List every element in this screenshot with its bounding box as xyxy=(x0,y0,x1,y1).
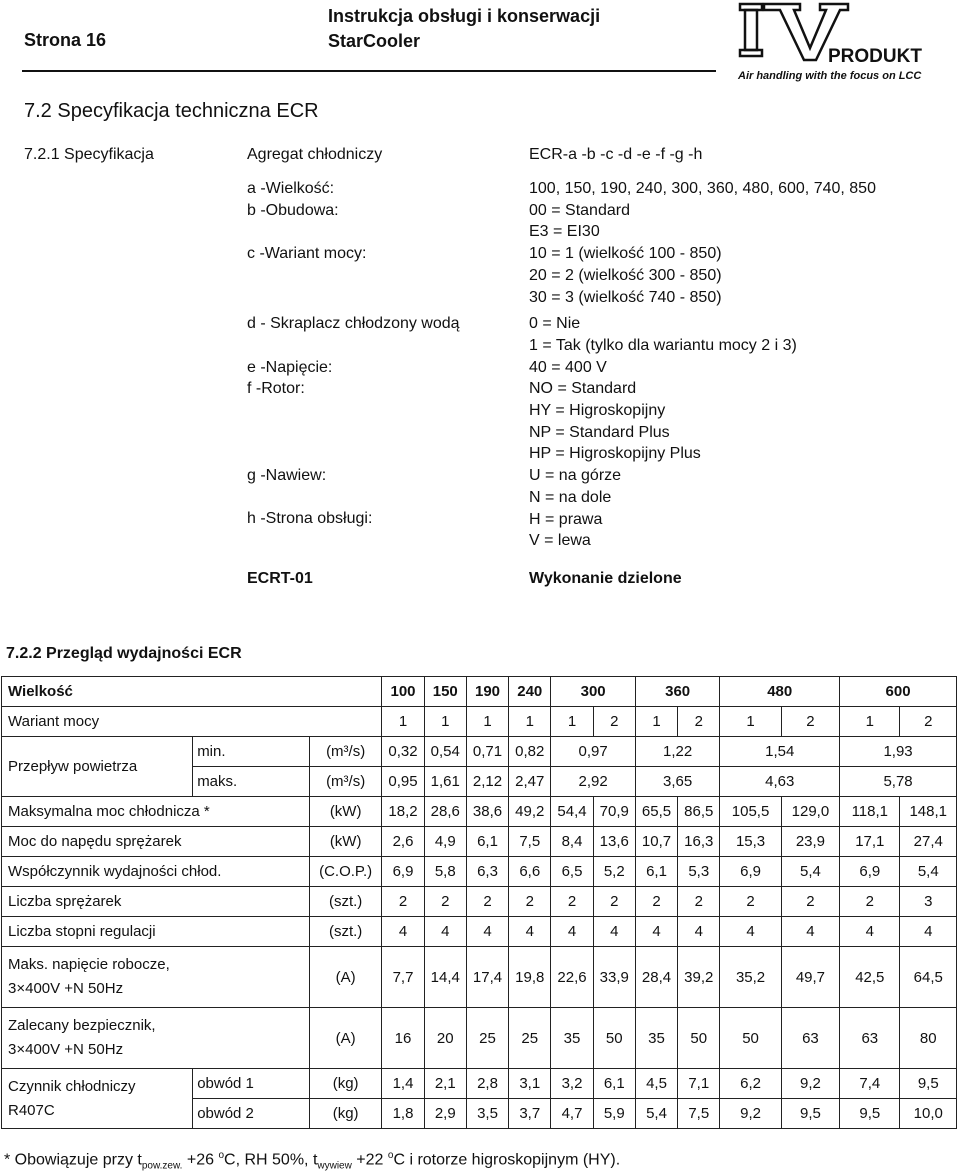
value-cell: 16,3 xyxy=(678,827,720,857)
header-rule xyxy=(22,70,716,72)
value-cell: 22,6 xyxy=(551,947,593,1008)
table-row-size xyxy=(2,677,957,707)
size-cell: 240 xyxy=(509,677,551,707)
value-cell: 35 xyxy=(635,1008,677,1069)
spec-value-g1: U = na górze xyxy=(529,467,622,485)
spec-values xyxy=(529,178,876,552)
value-cell: 17,4 xyxy=(466,947,508,1008)
refrigerant-unit: (kg) xyxy=(309,1099,381,1129)
table-row-refrigerant-1 xyxy=(2,1069,957,1099)
row-unit: (kW) xyxy=(309,797,381,827)
value-cell: 16 xyxy=(382,1008,424,1069)
circuit1-cell: 4,5 xyxy=(635,1069,677,1099)
value-cell: 23,9 xyxy=(781,827,839,857)
size-cell: 100 xyxy=(382,677,424,707)
airflow-cell: 1,61 xyxy=(424,767,466,797)
value-cell: 15,3 xyxy=(720,827,781,857)
value-cell: 49,7 xyxy=(781,947,839,1008)
circuit1-cell: 1,4 xyxy=(382,1069,424,1099)
spec-value-f2: HY = Higroskopijny xyxy=(529,402,666,420)
document-title xyxy=(328,4,600,54)
airflow-cell: 0,32 xyxy=(382,737,424,767)
table-row xyxy=(2,827,957,857)
airflow-cell: 2,12 xyxy=(466,767,508,797)
spec-extra-code: ECRT-01 xyxy=(247,570,313,587)
value-cell: 4,9 xyxy=(424,827,466,857)
circuit2-cell: 5,4 xyxy=(635,1099,677,1129)
airflow-cell: 2,92 xyxy=(551,767,636,797)
value-cell: 6,1 xyxy=(635,857,677,887)
row-label: Maksymalna moc chłodnicza * xyxy=(2,797,310,827)
variant-cell: 1 xyxy=(424,707,466,737)
circuit1-cell: 6,2 xyxy=(720,1069,781,1099)
value-cell: 4 xyxy=(900,917,957,947)
spec-label-g: g -Nawiew: xyxy=(247,467,327,485)
value-cell: 39,2 xyxy=(678,947,720,1008)
value-cell: 35,2 xyxy=(720,947,781,1008)
spec-value-f4: HP = Higroskopijny Plus xyxy=(529,445,701,463)
value-cell: 5,4 xyxy=(900,857,957,887)
refrigerant-label-line2: R407C xyxy=(8,1101,55,1119)
row-unit: (szt.) xyxy=(309,887,381,917)
value-cell: 14,4 xyxy=(424,947,466,1008)
value-cell: 17,1 xyxy=(840,827,900,857)
value-cell: 105,5 xyxy=(720,797,781,827)
circuit1-cell: 3,2 xyxy=(551,1069,593,1099)
value-cell: 2 xyxy=(781,887,839,917)
variant-cell: 2 xyxy=(593,707,635,737)
value-cell: 38,6 xyxy=(466,797,508,827)
value-cell: 33,9 xyxy=(593,947,635,1008)
value-cell: 4 xyxy=(509,917,551,947)
spec-value-d1: 0 = Nie xyxy=(529,315,581,333)
spec-value-g2: N = na dole xyxy=(529,488,612,506)
circuit1-cell: 6,1 xyxy=(593,1069,635,1099)
variant-label: Wariant mocy xyxy=(2,707,382,737)
table-row-variant xyxy=(2,707,957,737)
size-cell: 150 xyxy=(424,677,466,707)
airflow-cell: 0,82 xyxy=(509,737,551,767)
value-cell: 18,2 xyxy=(382,797,424,827)
variant-cell: 1 xyxy=(720,707,781,737)
spec-heading: 7.2.1 Specyfikacja xyxy=(24,146,154,163)
row-label: Współczynnik wydajności chłod. xyxy=(2,857,310,887)
table-row xyxy=(2,887,957,917)
airflow-cell: 5,78 xyxy=(840,767,957,797)
spec-label-h: h -Strona obsługi: xyxy=(247,510,373,528)
row-unit: (C.O.P.) xyxy=(309,857,381,887)
airflow-cell: 2,47 xyxy=(509,767,551,797)
variant-cell: 1 xyxy=(840,707,900,737)
circuit1-cell: 9,5 xyxy=(900,1069,957,1099)
row-label-line1: Maks. napięcie robocze, xyxy=(8,956,170,973)
logo-text: PRODUKT xyxy=(828,46,922,67)
value-cell: 10,7 xyxy=(635,827,677,857)
table-row xyxy=(2,797,957,827)
value-cell: 2 xyxy=(840,887,900,917)
perf-title: 7.2.2 Przegląd wydajności ECR xyxy=(6,645,242,662)
size-cell: 600 xyxy=(840,677,957,707)
variant-cell: 2 xyxy=(781,707,839,737)
footnote-sub: pow.zew. xyxy=(141,1160,183,1172)
row-label xyxy=(2,1008,310,1069)
tall-rows xyxy=(2,947,957,1069)
value-cell: 2 xyxy=(509,887,551,917)
value-cell: 80 xyxy=(900,1008,957,1069)
spec-label-f: f -Rotor: xyxy=(247,380,305,398)
spec-value-c1: 10 = 1 (wielkość 100 - 850) xyxy=(529,245,722,263)
value-cell: 2 xyxy=(466,887,508,917)
circuit2-cell: 9,5 xyxy=(781,1099,839,1129)
section-title: 7.2 Specyfikacja techniczna ECR xyxy=(24,100,319,122)
value-cell: 129,0 xyxy=(781,797,839,827)
airflow-min-label: min. xyxy=(193,737,310,767)
spec-value-h1: H = prawa xyxy=(529,510,603,528)
value-cell: 4 xyxy=(678,917,720,947)
footnote-part: +22 xyxy=(351,1151,388,1169)
value-cell: 2 xyxy=(382,887,424,917)
circuit1-cell: 2,1 xyxy=(424,1069,466,1099)
standard-rows xyxy=(2,797,957,947)
value-cell: 3 xyxy=(900,887,957,917)
value-cell: 2 xyxy=(720,887,781,917)
value-cell: 6,9 xyxy=(840,857,900,887)
footnote-degree: o xyxy=(218,1150,225,1161)
spec-value-c2: 20 = 2 (wielkość 300 - 850) xyxy=(529,266,722,284)
size-cell: 360 xyxy=(635,677,720,707)
value-cell: 6,9 xyxy=(720,857,781,887)
value-cell: 86,5 xyxy=(678,797,720,827)
spec-value-a: 100, 150, 190, 240, 300, 360, 480, 600, 740, 850 xyxy=(529,180,876,197)
variant-cell: 1 xyxy=(635,707,677,737)
value-cell: 4 xyxy=(382,917,424,947)
value-cell: 148,1 xyxy=(900,797,957,827)
value-cell: 7,7 xyxy=(382,947,424,1008)
value-cell: 65,5 xyxy=(635,797,677,827)
row-label: Liczba stopni regulacji xyxy=(2,917,310,947)
spec-label-d: d - Skraplacz chłodzony wodą xyxy=(247,315,460,333)
value-cell: 8,4 xyxy=(551,827,593,857)
circuit2-cell: 10,0 xyxy=(900,1099,957,1129)
value-cell: 4 xyxy=(466,917,508,947)
table-row xyxy=(2,1008,957,1069)
value-cell: 50 xyxy=(720,1008,781,1069)
page-number: Strona 16 xyxy=(24,30,107,50)
value-cell: 19,8 xyxy=(509,947,551,1008)
value-cell: 13,6 xyxy=(593,827,635,857)
value-cell: 35 xyxy=(551,1008,593,1069)
airflow-label: Przepływ powietrza xyxy=(2,737,193,797)
spec-value-c3: 30 = 3 (wielkość 740 - 850) xyxy=(529,288,722,306)
circuit2-cell: 9,5 xyxy=(840,1099,900,1129)
value-cell: 2 xyxy=(635,887,677,917)
value-cell: 63 xyxy=(781,1008,839,1069)
value-cell: 2,6 xyxy=(382,827,424,857)
value-cell: 6,9 xyxy=(382,857,424,887)
airflow-cell: 1,93 xyxy=(840,737,957,767)
variant-cell: 1 xyxy=(466,707,508,737)
value-cell: 7,5 xyxy=(509,827,551,857)
size-cell: 480 xyxy=(720,677,840,707)
value-cell: 25 xyxy=(509,1008,551,1069)
circuit1-cell: 7,4 xyxy=(840,1069,900,1099)
airflow-unit: (m³/s) xyxy=(309,767,381,797)
footnote-part: C i rotorze higroskopijnym (HY). xyxy=(393,1151,621,1169)
spec-label-e: e -Napięcie: xyxy=(247,358,333,376)
value-cell: 4 xyxy=(840,917,900,947)
refrigerant-label xyxy=(2,1069,193,1129)
table-row xyxy=(2,857,957,887)
variant-cell: 1 xyxy=(551,707,593,737)
value-cell: 4 xyxy=(635,917,677,947)
value-cell: 54,4 xyxy=(551,797,593,827)
airflow-cell: 3,65 xyxy=(635,767,720,797)
refrigerant-unit: (kg) xyxy=(309,1069,381,1099)
row-unit: (A) xyxy=(309,947,381,1008)
size-cell: 190 xyxy=(466,677,508,707)
circuit2-cell: 4,7 xyxy=(551,1099,593,1129)
footnote-part: * Obowiązuje przy t xyxy=(4,1151,142,1169)
value-cell: 2 xyxy=(424,887,466,917)
value-cell: 4 xyxy=(593,917,635,947)
value-cell: 4 xyxy=(551,917,593,947)
value-cell: 50 xyxy=(678,1008,720,1069)
airflow-cell: 0,71 xyxy=(466,737,508,767)
spec-labels xyxy=(247,178,460,530)
document-title-line1: Instrukcja obsługi i konserwacji xyxy=(328,6,601,26)
variant-cell: 2 xyxy=(900,707,957,737)
circuit1-cell: 2,8 xyxy=(466,1069,508,1099)
row-label-line2: 3×400V +N 50Hz xyxy=(8,1041,124,1058)
airflow-max-label: maks. xyxy=(193,767,310,797)
value-cell: 28,6 xyxy=(424,797,466,827)
circuit2-cell: 5,9 xyxy=(593,1099,635,1129)
value-cell: 4 xyxy=(424,917,466,947)
variant-cell: 1 xyxy=(509,707,551,737)
circuit2-cell: 7,5 xyxy=(678,1099,720,1129)
performance-table xyxy=(1,676,957,1129)
variant-cell: 1 xyxy=(382,707,424,737)
row-unit: (szt.) xyxy=(309,917,381,947)
airflow-unit: (m³/s) xyxy=(309,737,381,767)
value-cell: 50 xyxy=(593,1008,635,1069)
circuit1-cell: 7,1 xyxy=(678,1069,720,1099)
value-cell: 2 xyxy=(593,887,635,917)
value-cell: 25 xyxy=(466,1008,508,1069)
size-cell: 300 xyxy=(551,677,636,707)
spec-unit: Agregat chłodniczy xyxy=(247,146,383,163)
spec-value-b2: E3 = EI30 xyxy=(529,223,600,241)
footnote-part: +26 xyxy=(182,1151,219,1169)
spec-label-c: c -Wariant mocy: xyxy=(247,245,367,263)
circuit2-cell: 2,9 xyxy=(424,1099,466,1129)
table-row xyxy=(2,947,957,1008)
airflow-cell: 0,54 xyxy=(424,737,466,767)
spec-value-d2: 1 = Tak (tylko dla wariantu mocy 2 i 3) xyxy=(529,336,797,354)
circuit2-label: obwód 2 xyxy=(193,1099,310,1129)
circuit2-cell: 3,7 xyxy=(509,1099,551,1129)
footnote-degree: o xyxy=(387,1150,394,1161)
spec-value-e1: 40 = 400 V xyxy=(529,358,607,376)
value-cell: 63 xyxy=(840,1008,900,1069)
circuit1-cell: 3,1 xyxy=(509,1069,551,1099)
airflow-cell: 4,63 xyxy=(720,767,840,797)
value-cell: 70,9 xyxy=(593,797,635,827)
value-cell: 5,8 xyxy=(424,857,466,887)
circuit1-label: obwód 1 xyxy=(193,1069,310,1099)
value-cell: 5,2 xyxy=(593,857,635,887)
footnote-part: C, RH 50%, t xyxy=(224,1151,318,1169)
spec-value-f3: NP = Standard Plus xyxy=(529,423,670,441)
table-row xyxy=(2,917,957,947)
circuit2-cell: 3,5 xyxy=(466,1099,508,1129)
value-cell: 49,2 xyxy=(509,797,551,827)
document-title-line2: StarCooler xyxy=(328,31,421,51)
value-cell: 5,3 xyxy=(678,857,720,887)
value-cell: 5,4 xyxy=(781,857,839,887)
value-cell: 27,4 xyxy=(900,827,957,857)
value-cell: 4 xyxy=(781,917,839,947)
airflow-cell: 0,97 xyxy=(551,737,636,767)
spec-label-a: a -Wielkość: xyxy=(247,180,335,197)
spec-value-h2: V = lewa xyxy=(529,532,591,550)
row-label: Liczba sprężarek xyxy=(2,887,310,917)
value-cell: 6,5 xyxy=(551,857,593,887)
iv-produkt-logo xyxy=(736,2,922,67)
variant-cell: 2 xyxy=(678,707,720,737)
logo-tagline: Air handling with the focus on LCC xyxy=(738,70,922,82)
row-unit: (A) xyxy=(309,1008,381,1069)
value-cell: 42,5 xyxy=(840,947,900,1008)
spec-value-f1: NO = Standard xyxy=(529,380,637,398)
value-cell: 28,4 xyxy=(635,947,677,1008)
row-unit: (kW) xyxy=(309,827,381,857)
circuit1-cell: 9,2 xyxy=(781,1069,839,1099)
value-cell: 6,3 xyxy=(466,857,508,887)
size-label: Wielkość xyxy=(2,677,382,707)
spec-extra-desc: Wykonanie dzielone xyxy=(529,570,682,587)
row-label-line2: 3×400V +N 50Hz xyxy=(8,980,124,997)
value-cell: 4 xyxy=(720,917,781,947)
airflow-cell: 0,95 xyxy=(382,767,424,797)
spec-code: ECR-a -b -c -d -e -f -g -h xyxy=(529,146,703,163)
airflow-cell: 1,22 xyxy=(635,737,720,767)
footnote-sub: wywiew xyxy=(317,1160,352,1172)
value-cell: 6,1 xyxy=(466,827,508,857)
spec-value-b1: 00 = Standard xyxy=(529,201,630,219)
spec-label-b: b -Obudowa: xyxy=(247,201,339,219)
airflow-cell: 1,54 xyxy=(720,737,840,767)
refrigerant-label-line1: Czynnik chłodniczy xyxy=(8,1077,136,1095)
value-cell: 2 xyxy=(551,887,593,917)
circuit2-cell: 9,2 xyxy=(720,1099,781,1129)
value-cell: 6,6 xyxy=(509,857,551,887)
value-cell: 20 xyxy=(424,1008,466,1069)
row-label-line1: Zalecany bezpiecznik, xyxy=(8,1017,156,1034)
row-label xyxy=(2,947,310,1008)
value-cell: 2 xyxy=(678,887,720,917)
circuit2-cell: 1,8 xyxy=(382,1099,424,1129)
footnote xyxy=(4,1150,620,1172)
value-cell: 64,5 xyxy=(900,947,957,1008)
row-label: Moc do napędu sprężarek xyxy=(2,827,310,857)
table-row-airflow-min xyxy=(2,737,957,767)
value-cell: 118,1 xyxy=(840,797,900,827)
